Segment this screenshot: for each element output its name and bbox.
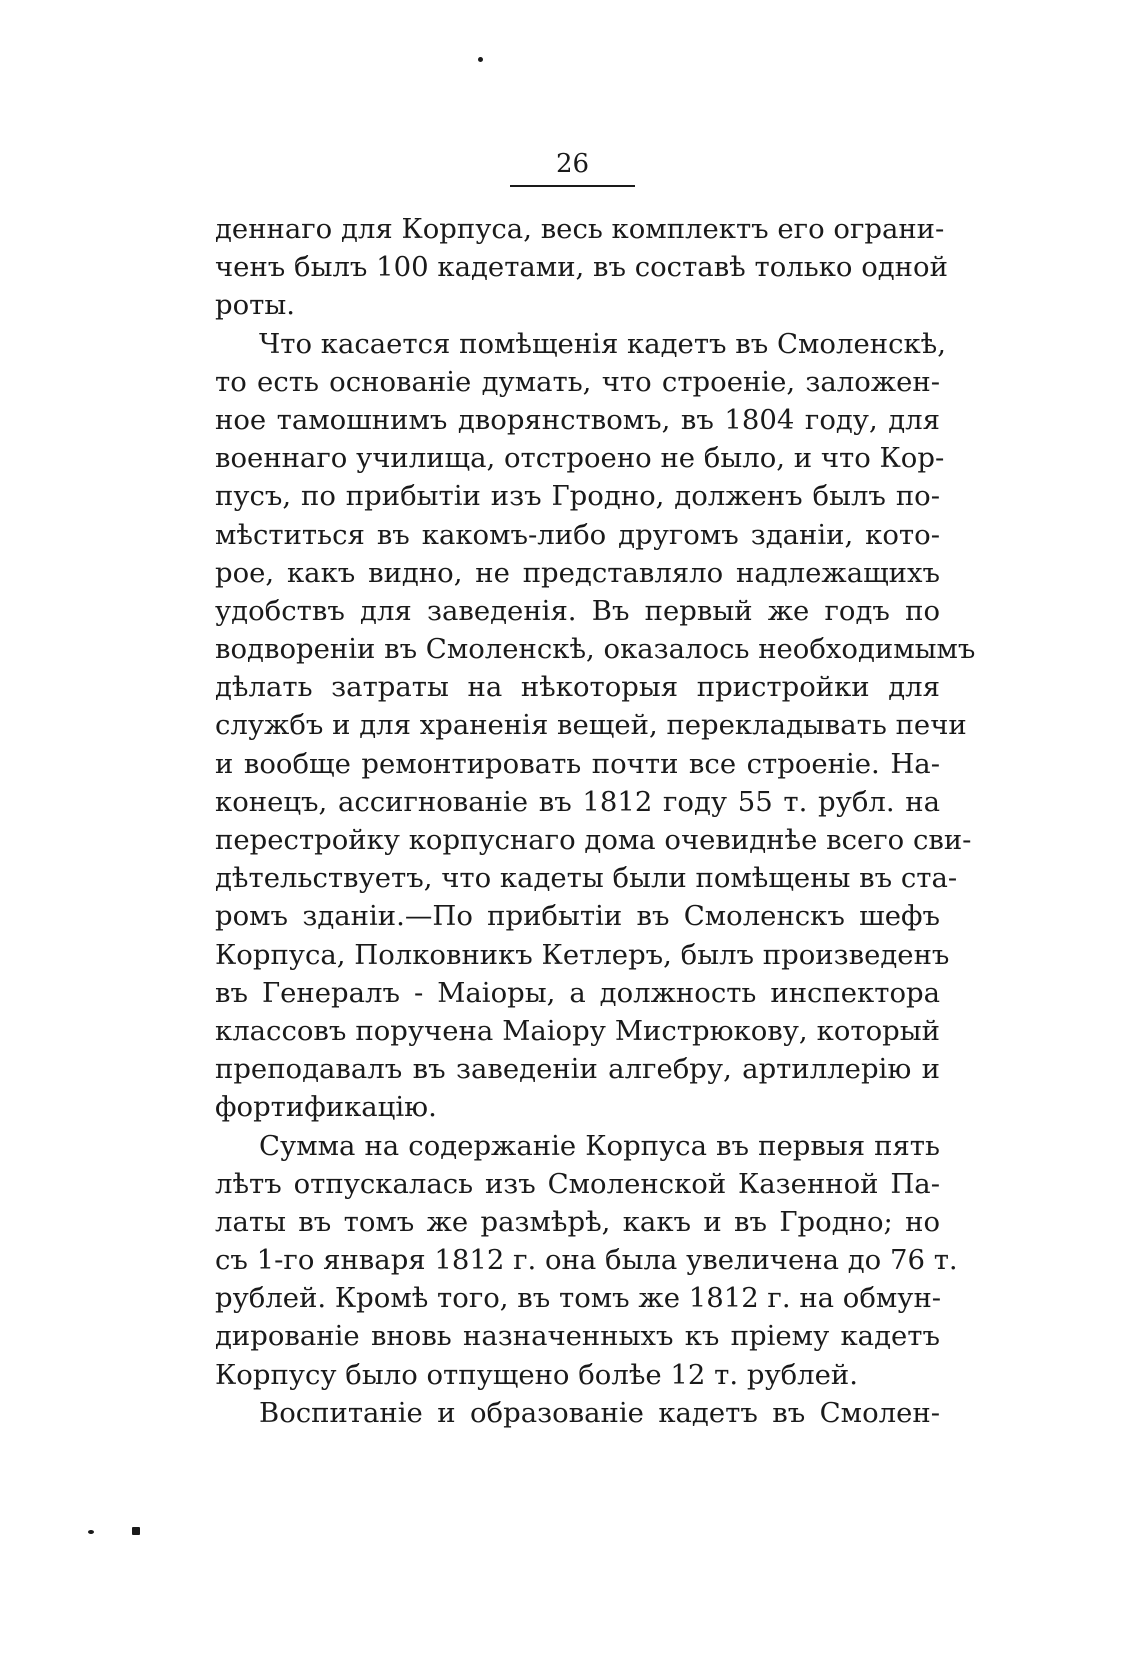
header-rule [510,185,635,187]
text-line: Корпусу было отпущено болѣе 12 т. рублей. [215,1358,859,1391]
text-line: дѣтельствуетъ, что кадеты были помѣщены въ ста- [215,862,958,895]
text-line: рое, какъ видно, не представляло надлежащихъ [215,556,940,589]
scan-speck [88,1530,94,1534]
body-text [215,210,976,1432]
text-line: лѣтъ отпускалась изъ Смоленской Казенной Па- [215,1167,940,1200]
text-line: въ Генералъ - Маіоры, а должность инспектора [215,976,940,1009]
text-line: рублей. Кромѣ того, въ томъ же 1812 г. на обмун- [215,1282,942,1315]
text-line: роты. [215,289,296,322]
scan-speck [478,57,483,62]
text-line: конецъ, ассигнованіе въ 1812 году 55 т. рубл. на [215,785,940,818]
text-line: водвореніи въ Смоленскѣ, оказалось необходимымъ [215,633,976,666]
text-line: дѣлать затраты на нѣкоторыя пристройки для [215,671,940,704]
text-line: преподавалъ въ заведеніи алгебру, артиллерію и [215,1053,940,1086]
text-line: ромъ зданіи.—По прибытіи въ Смоленскъ шефъ [215,900,940,933]
text-line: то есть основаніе думать, что строеніе, заложен- [215,365,940,398]
page-header [510,148,635,187]
text-line: дированіе вновь назначенныхъ къ пріему кадетъ [215,1320,940,1353]
text-line: фортификацію. [215,1091,437,1124]
text-line: Что касается помѣщенія кадетъ въ Смоленскѣ, [259,327,946,360]
text-line: деннаго для Корпуса, весь комплектъ его ограни- [215,213,945,245]
text-line: пусъ, по прибытіи изъ Гродно, долженъ былъ по- [215,480,940,513]
text-line: перестройку корпуснаго дома очевиднѣе всего сви- [215,824,972,856]
text-line: службъ и для храненія вещей, перекладывать печи [215,709,967,742]
text-line: Сумма на содержаніе Корпуса въ первыя пять [259,1129,940,1162]
text-line: и вообще ремонтировать почти все строеніе. На- [215,747,940,780]
text-line: латы въ томъ же размѣрѣ, какъ и въ Гродно; но [215,1205,940,1238]
text-line: мѣститься въ какомъ-либо другомъ зданіи, кото- [215,518,940,551]
scan-speck [132,1527,140,1535]
page-number: 26 [555,149,590,179]
text-line: удобствъ для заведенія. Въ первый же годъ по [215,594,940,627]
text-line: Воспитаніе и образованіе кадетъ въ Смолен- [259,1396,940,1429]
text-line: съ 1-го января 1812 г. она была увеличена до 76 т. [215,1244,958,1277]
text-line: ченъ былъ 100 кадетами, въ составѣ только одной [215,251,948,284]
text-line: ное тамошнимъ дворянствомъ, въ 1804 году, для [215,403,940,436]
text-line: классовъ поручена Маіору Мистрюкову, который [215,1014,940,1047]
text-line: Корпуса, Полковникъ Кетлеръ, былъ произведенъ [215,938,950,971]
text-line: военнаго училища, отстроено не было, и что Кор- [215,442,945,475]
